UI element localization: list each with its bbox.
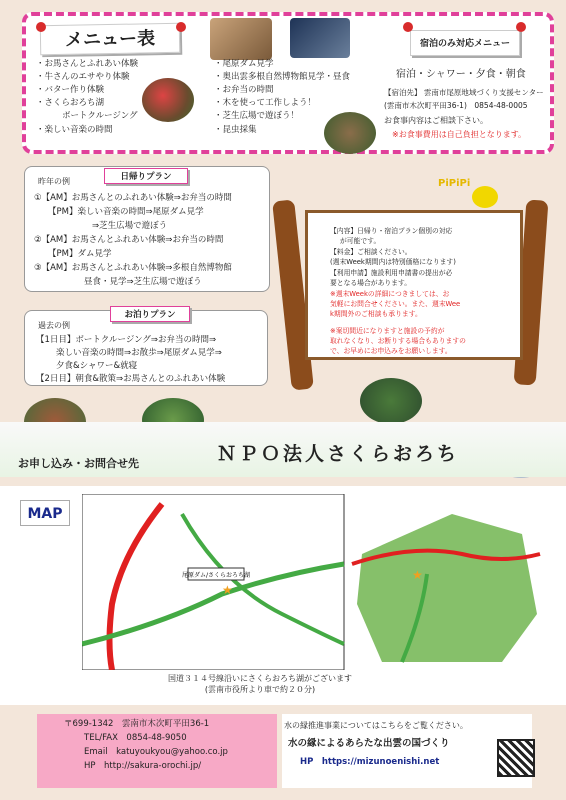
pipipi-text: PiPiPi [438, 178, 471, 189]
menu-item: ・木を使って工作しよう！ [214, 98, 317, 108]
day-plan-line: ②【AM】お馬さんとふれあい体験⇒お弁当の時間 [34, 235, 224, 245]
stay-plan-line: 【2日目】朝食&散策⇒お馬さんとのふれあい体験 [36, 374, 226, 384]
route-map [82, 494, 542, 670]
pin-icon [36, 22, 46, 32]
pin-icon [176, 22, 186, 32]
menu-title: メニュー表 [40, 23, 181, 55]
map-frame-left [82, 494, 344, 670]
board-line: が可能です。 [340, 237, 381, 245]
horse-photo [142, 78, 194, 122]
day-plan-line: ③【AM】お馬さんとふれあい体験⇒多根自然博物館 [34, 263, 232, 273]
star-icon: ★ [222, 583, 233, 597]
board-line: 【内容】日帰り・宿泊プラン個別の対応 [330, 227, 453, 235]
board-line: で、お早めにお申込みをお願いします。 [330, 347, 452, 355]
day-plan-heading: 昨年の例 [38, 177, 70, 186]
stay-plan-heading: 過去の例 [38, 321, 70, 330]
stay-menu-title: 宿泊のみ対応メニュー [410, 30, 520, 56]
water-hp-link[interactable]: HP https://mizunoenishi.net [300, 757, 440, 767]
board-line: (週末Week期間内は特別価格になります) [330, 258, 456, 266]
day-plan-tag: 日帰りプラン [104, 168, 188, 184]
menu-item: ・楽しい音楽の時間 [36, 125, 113, 135]
board-line: 【利用申請】施設利用申請書の提出が必 [330, 269, 453, 277]
postal-address: 〒699-1342 雲南市木次町平田36-1 [64, 719, 210, 729]
map-note-line: (雲南市役所より車で約２０分) [204, 685, 316, 694]
board-line: ※週末Weekの詳細につきましては、お [330, 290, 450, 298]
stay-plan-line: 楽しい音楽の時間⇒お散歩⇒尾原ダム見学⇒ [56, 348, 222, 358]
map-note [120, 673, 400, 695]
stay-plan-line: 【1日目】ボートクルージング⇒お弁当の時間⇒ [36, 335, 217, 345]
board-line: 要となる場合があります。 [330, 279, 412, 287]
menu-item: ・さくらおろち湖 [36, 98, 105, 108]
map-label: MAP [20, 500, 70, 526]
stay-consult: お食事内容はご相談下さい。 [384, 116, 488, 125]
day-plan-line: ⇒芝生広場で遊ぼう [92, 221, 168, 231]
workshop-photo [210, 18, 272, 60]
board-line: 【料金】ご相談ください。 [330, 248, 412, 256]
water-title: 水の縁によるあらたな出雲の国づくり [288, 738, 450, 749]
menu-item: ・昆虫採集 [214, 125, 257, 135]
menu-item: ・バター作り体験 [36, 85, 105, 95]
group-photo [360, 378, 422, 424]
pin-icon [403, 22, 413, 32]
day-plan-line: 【PM】楽しい音楽の時間⇒尾原ダム見学 [48, 207, 204, 217]
contact-label: お申し込み・お問合せ先 [18, 457, 139, 470]
tel-fax: TEL/FAX 0854-48-9050 [84, 733, 187, 743]
menu-item: ・お馬さんとふれあい体験 [36, 59, 139, 69]
stay-note: ※お食事費用は自己負担となります。 [392, 130, 527, 139]
menu-item: ・尾原ダム見学 [214, 59, 274, 69]
board-line: 気軽にお問合せください。また、週末Wee [330, 300, 461, 308]
place-label: 尾原ダム/さくらおろち湖 [181, 572, 251, 579]
day-plan-line: ①【AM】お馬さんとのふれあい体験⇒お弁当の時間 [34, 193, 232, 203]
email: Email katuyoukyou@yahoo.co.jp [84, 747, 228, 757]
water-note: 水の縁推進事業についてはこちらをご覧ください。 [284, 721, 468, 730]
homepage-link[interactable]: HP http://sakura-orochi.jp/ [84, 761, 202, 771]
day-plan-line: 昼食・見学⇒芝生広場で遊ぼう [84, 277, 202, 287]
qr-code-icon[interactable] [497, 739, 535, 777]
org-name: ＮＰＯ法人さくらおろち [217, 443, 460, 465]
pin-icon [516, 22, 526, 32]
day-plan-line: 【PM】ダム見学 [48, 249, 112, 259]
menu-item: ボートクルージング [62, 111, 138, 121]
bird-icon [472, 186, 498, 208]
map-note-line: 国道３１４号線沿いにさくらおろち湖がございます [168, 674, 352, 683]
forest-photo [324, 112, 376, 154]
menu-item: ・牛さんのエサやり体験 [36, 72, 130, 82]
menu-item: ・奥出雲多根自然博物館見学・昼食 [214, 72, 351, 82]
board-line: 取れなくなり、お断りする場合もありますの [330, 337, 466, 345]
museum-photo [290, 18, 350, 58]
star-icon: ★ [412, 568, 423, 582]
menu-item: ・芝生広場で遊ぼう！ [214, 111, 300, 121]
stay-plan-tag: お泊りプラン [110, 306, 190, 322]
stay-services: 宿泊・シャワー・夕食・朝食 [396, 69, 526, 80]
board-line: k期間外のご相談も承ります。 [330, 310, 422, 318]
board-line: ※案切間近になりますと施設の予約が [330, 327, 445, 335]
menu-item: ・お弁当の時間 [214, 85, 274, 95]
stay-plan-line: 夕食&シャワー&就寝 [56, 361, 138, 371]
stay-facility: 【宿泊先】 雲南市尾原地域づくり支援センター [384, 88, 544, 97]
stay-address: (雲南市木次町平田36-1) 0854-48-0005 [384, 101, 528, 110]
